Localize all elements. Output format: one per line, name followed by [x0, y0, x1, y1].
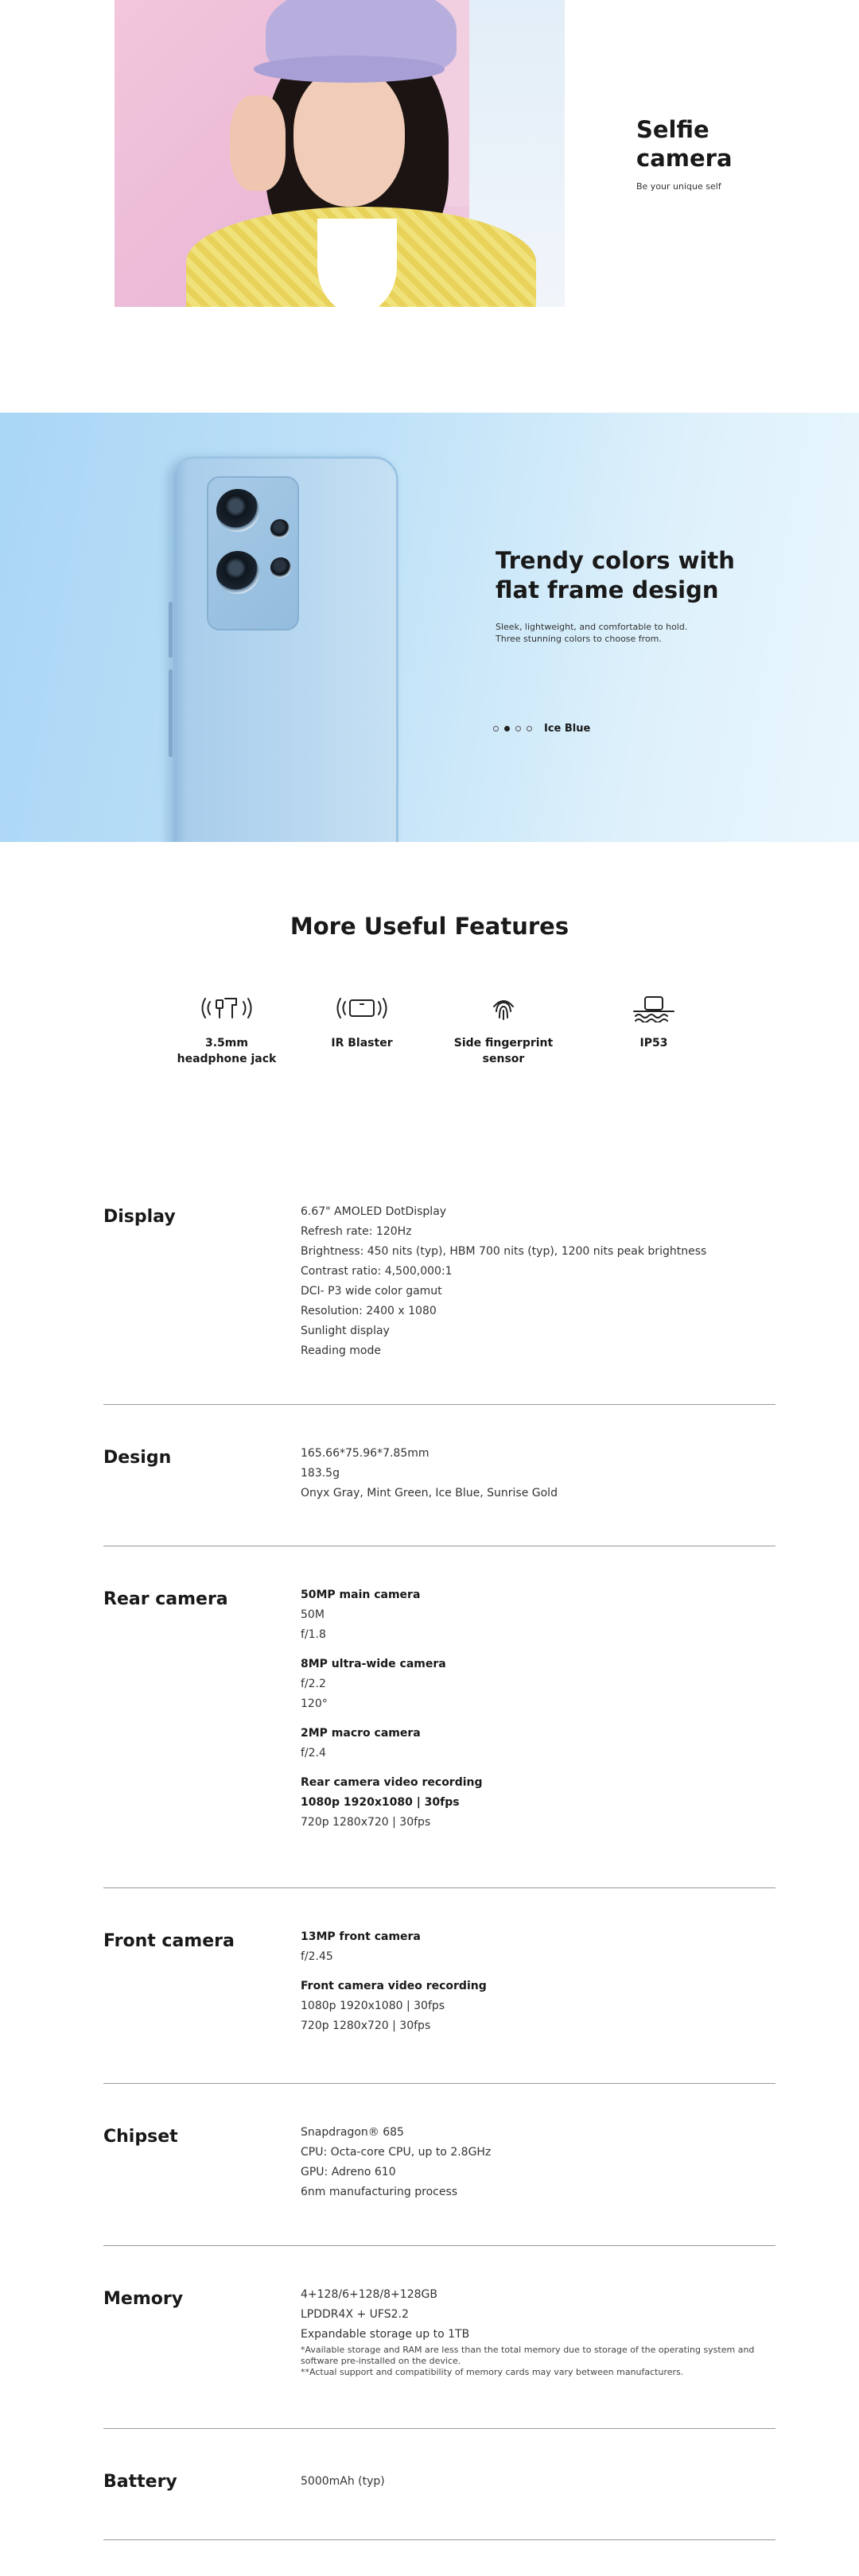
spec-category: Display: [103, 1207, 176, 1227]
spec-row-rear-camera: [103, 1546, 775, 1888]
spec-line: 120°: [301, 1697, 328, 1710]
spec-line: 165.66*75.96*7.85mm: [301, 1447, 430, 1460]
spec-row-chipset: [103, 2083, 775, 2246]
spec-line: CPU: Octa-core CPU, up to 2.8GHz: [301, 2146, 492, 2159]
feature-ir-blaster: [302, 994, 422, 1051]
selfie-title-line1: Selfie: [636, 116, 709, 143]
camera-module: [207, 476, 299, 630]
spec-values: [301, 1585, 770, 1833]
spec-subhead: 50MP main camera: [301, 1589, 421, 1601]
color-swatch-1[interactable]: [493, 726, 499, 731]
spec-category: Chipset: [103, 2127, 178, 2147]
selfie-title: [636, 115, 811, 173]
spec-subhead: 2MP macro camera: [301, 1727, 421, 1740]
spec-row-front-camera: [103, 1887, 775, 2084]
feature-side-fingerprint: [444, 994, 563, 1067]
spec-line: 1080p 1920x1080 | 30fps: [301, 1796, 460, 1809]
spec-category: Memory: [103, 2289, 184, 2309]
spec-values: [301, 2285, 770, 2378]
spec-values: [301, 2472, 770, 2492]
spec-row-design: [103, 1404, 775, 1546]
spec-line: Onyx Gray, Mint Green, Ice Blue, Sunrise Gold: [301, 1487, 558, 1499]
spec-footnote: *Available storage and RAM are less than the total memory due to storage of the operating system and software pre-installed on the device.: [301, 2345, 755, 2366]
spec-category: Rear camera: [103, 1589, 228, 1609]
features-title: More Useful Features: [290, 913, 569, 940]
colors-description: Sleek, lightweight, and comfortable to hold. Three stunning colors to choose from.: [496, 622, 688, 644]
spec-values: [301, 1927, 770, 2036]
spec-footnote: **Actual support and compatibility of memory cards may vary between manufacturers.: [301, 2367, 684, 2377]
spec-line: LPDDR4X + UFS2.2: [301, 2308, 409, 2321]
spec-line: f/1.8: [301, 1628, 326, 1641]
color-swatch-2[interactable]: [504, 726, 510, 731]
spec-line: 6nm manufacturing process: [301, 2186, 458, 2198]
feature-ip53: [594, 994, 713, 1051]
spec-line: Expandable storage up to 1TB: [301, 2328, 470, 2341]
spec-line: f/2.2: [301, 1678, 326, 1690]
feature-label-line1: 3.5mm: [205, 1037, 248, 1049]
colors-title-line2: flat frame design: [496, 576, 719, 603]
selected-color-label: Ice Blue: [544, 723, 591, 735]
feature-label-line1: IR Blaster: [331, 1037, 393, 1049]
color-swatches: [493, 723, 590, 735]
spec-line: 4+128/6+128/8+128GB: [301, 2288, 437, 2301]
colors-title: [496, 546, 735, 605]
spec-category: Design: [103, 1448, 172, 1468]
spec-line: DCI- P3 wide color gamut: [301, 1285, 442, 1298]
spec-subhead: Front camera video recording: [301, 1980, 487, 1992]
spec-values: [301, 1202, 770, 1361]
ip53-icon: [626, 994, 682, 1022]
spec-line: f/2.45: [301, 1950, 333, 1963]
spec-values: [301, 1444, 770, 1503]
spec-line: Snapdragon® 685: [301, 2126, 404, 2139]
spec-line: Resolution: 2400 x 1080: [301, 1305, 437, 1317]
spec-row-battery: [103, 2428, 775, 2540]
spec-subhead: 8MP ultra-wide camera: [301, 1658, 446, 1670]
spec-line: 720p 1280x720 | 30fps: [301, 2019, 431, 2032]
spec-line: f/2.4: [301, 1747, 326, 1759]
feature-label-line2: sensor: [482, 1053, 525, 1065]
selfie-subtitle: Be your unique self: [636, 181, 721, 192]
spec-line: 1080p 1920x1080 | 30fps: [301, 2000, 445, 2012]
colors-title-line1: Trendy colors with: [496, 547, 735, 574]
selfie-title-line2: camera: [636, 145, 733, 172]
headphone-jack-icon: [199, 994, 255, 1022]
feature-label-line1: Side fingerprint: [453, 1037, 554, 1049]
spec-row-memory: [103, 2245, 775, 2429]
spec-line: Brightness: 450 nits (typ), HBM 700 nits (typ), 1200 nits peak brightness: [301, 1245, 707, 1258]
spec-line: Sunlight display: [301, 1325, 390, 1337]
phone-image: [171, 456, 398, 842]
color-swatch-3[interactable]: [515, 726, 521, 731]
spec-category: Front camera: [103, 1931, 235, 1951]
spec-line: Reading mode: [301, 1344, 381, 1357]
spec-line: 720p 1280x720 | 30fps: [301, 1816, 431, 1829]
spec-line: GPU: Adreno 610: [301, 2166, 396, 2178]
spec-line: 6.67" AMOLED DotDisplay: [301, 1205, 447, 1218]
spec-line: 5000mAh (typ): [301, 2475, 385, 2488]
spec-line: Refresh rate: 120Hz: [301, 1225, 412, 1238]
spec-line: Contrast ratio: 4,500,000:1: [301, 1265, 453, 1278]
fingerprint-icon: [476, 994, 531, 1022]
spec-values: [301, 2123, 770, 2202]
spec-line: 183.5g: [301, 1467, 340, 1480]
feature-label-line2: headphone jack: [177, 1053, 277, 1065]
spec-subhead: 13MP front camera: [301, 1930, 421, 1943]
feature-label-line1: IP53: [639, 1037, 668, 1049]
spec-row-display: [103, 1193, 775, 1405]
selfie-photo: [115, 0, 565, 307]
feature-headphone-jack: [167, 994, 286, 1067]
spec-category: Battery: [103, 2472, 177, 2492]
spec-line: 50M: [301, 1608, 325, 1621]
spec-subhead: Rear camera video recording: [301, 1776, 483, 1789]
ir-blaster-icon: [334, 994, 390, 1022]
color-swatch-4[interactable]: [527, 726, 532, 731]
colors-section: [0, 413, 859, 842]
